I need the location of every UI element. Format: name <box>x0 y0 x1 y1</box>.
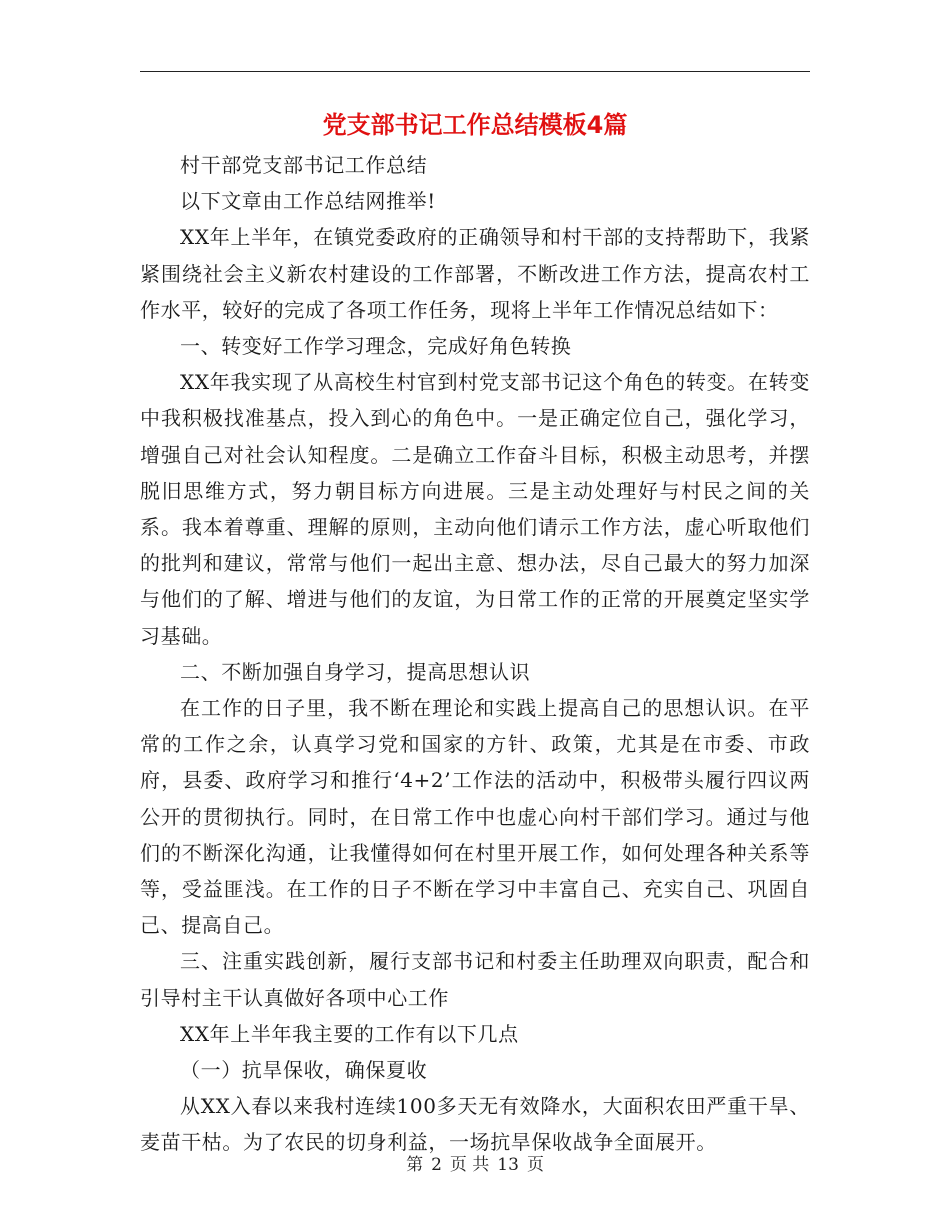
paragraph: 村干部党支部书记工作总结 <box>180 153 428 177</box>
footer-suffix: 页 <box>526 1155 544 1175</box>
paragraph: XX年上半年，在镇党委政府的正确领导和村干部的支持帮助下，我紧紧围绕社会主义新农村建设的工作部署，不断改进工作方法，提高农村工作水平，较好的完成了各项工作任务，现将上半年工作情况总结如下： <box>140 225 810 322</box>
subsection-heading: （一）抗旱保收，确保夏收 <box>180 1058 428 1083</box>
footer-middle: 页 共 <box>449 1155 490 1175</box>
footer-prefix: 第 <box>406 1155 424 1175</box>
paragraph: 在工作的日子里，我不断在理论和实践上提高自己的思想认识。在平常的工作之余，认真学习党和国家的方针、政策，尤其是在市委、市政府，县委、政府学习和推行‘4+2’工作法的活动中，积极带头履行四议两公开的贯彻执行。同时，在日常工作中也虚心向村干部们学习。通过与他们的不断深化沟通，让我懂得如何在村里开展工作，如何处理各种关系等等，受益匪浅。在工作的日子不断在学习中丰富自己、充实自己、巩固自己、提高自己。 <box>140 696 810 938</box>
section-heading: 三、注重实践创新，履行支部书记和村委主任助理双向职责，配合和引导村主干认真做好各项中心工作 <box>140 949 810 1010</box>
paragraph: 以下文章由工作总结网推举! <box>180 189 436 214</box>
paragraph: XX年我实现了从高校生村官到村党支部书记这个角色的转变。在转变中我积极找准基点，投入到心的角色中。一是正确定位自己，强化学习，增强自己对社会认知程度。二是确立工作奋斗目标，积极主动思考，并摆脱旧思维方式，努力朝目标方向进展。三是主动处理好与村民之间的关系。我本着尊重、理解的原则，主动向他们请示工作方法，虚心听取他们的批判和建议，常常与他们一起出主意、想办法，尽自己最大的努力加深与他们的了解、增进与他们的友谊，为日常工作的正常的开展奠定坚实学习基础。 <box>140 370 810 648</box>
total-page-count: 13 <box>497 1155 519 1175</box>
document-body <box>140 147 810 1161</box>
section-heading: 二、不断加强自身学习，提高思想认识 <box>180 659 531 684</box>
current-page-number: 2 <box>431 1155 442 1175</box>
paragraph: XX年上半年我主要的工作有以下几点 <box>180 1021 519 1046</box>
document-title: 党支部书记工作总结模板4篇 <box>322 111 628 139</box>
section-heading: 一、转变好工作学习理念，完成好角色转换 <box>180 334 572 359</box>
header-rule <box>140 71 810 72</box>
paragraph: 从XX入春以来我村连续100多天无有效降水，大面积农田严重干旱、麦苗干枯。为了农民的切身利益，一场抗旱保收战争全面展开。 <box>140 1094 810 1155</box>
page-footer <box>0 1153 950 1177</box>
